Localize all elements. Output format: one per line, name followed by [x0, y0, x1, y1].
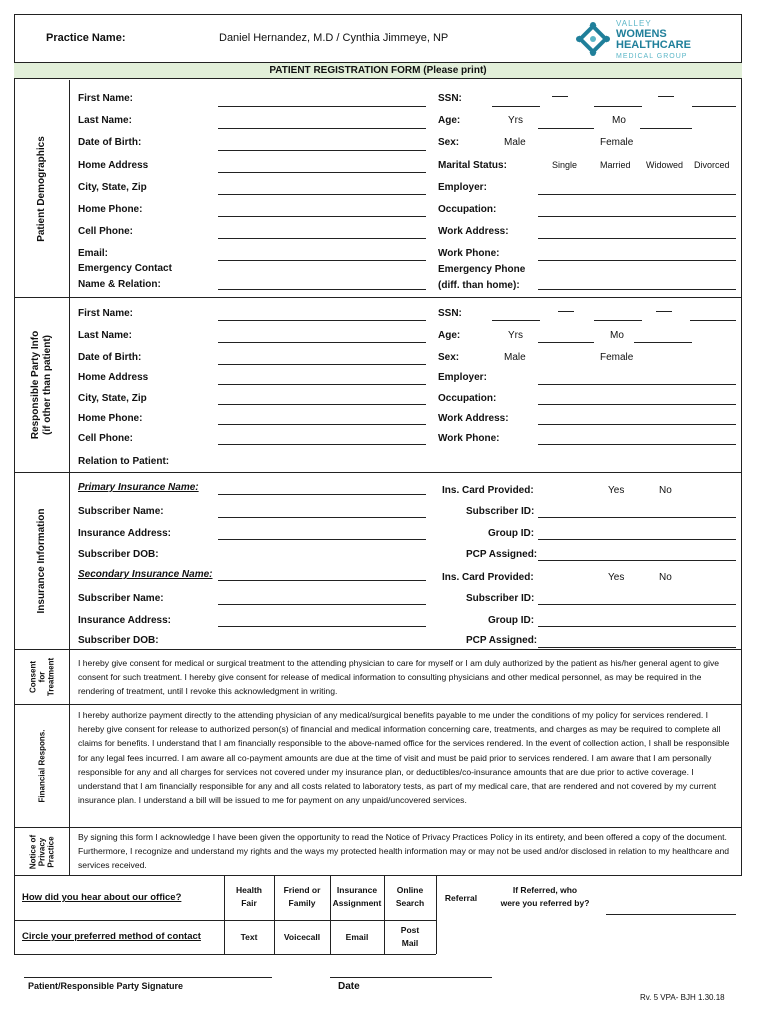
primary-subscriber-id-label: Subscriber ID:: [466, 506, 535, 517]
date-field[interactable]: [330, 977, 492, 978]
contact-voicecall-option[interactable]: Voicecall: [283, 932, 321, 942]
date-label: Date: [338, 981, 360, 992]
rp-dob-field[interactable]: [218, 364, 426, 365]
primary-insurance-field[interactable]: [218, 494, 426, 495]
sex-male-option[interactable]: Male: [504, 137, 526, 148]
consent-side: [14, 650, 70, 704]
hear-online-search-option[interactable]: Online Search: [395, 885, 425, 908]
secondary-subscriber-name-field[interactable]: [218, 604, 426, 605]
insurance-side-label: Insurance Information: [35, 508, 47, 614]
practice-name-value: Daniel Hernandez, M.D / Cynthia Jimmeye, NP: [219, 32, 449, 44]
privacy-side: [14, 828, 70, 876]
primary-group-id-field[interactable]: [538, 539, 736, 540]
primary-ins-card-label: Ins. Card Provided:: [442, 485, 534, 496]
first-name-label: First Name:: [78, 93, 134, 104]
diff-home-label: (diff. than home):: [438, 280, 520, 291]
rp-cell-phone-label: Cell Phone:: [78, 433, 134, 444]
hear-question: How did you hear about our office?: [22, 892, 182, 903]
ssn-part1-field[interactable]: [492, 106, 540, 107]
rp-home-address-label: Home Address: [78, 372, 149, 383]
work-address-label: Work Address:: [438, 226, 509, 237]
marital-single-option[interactable]: Single: [552, 160, 578, 170]
rp-first-name-label: First Name:: [78, 308, 134, 319]
secondary-insurance-field[interactable]: [218, 580, 426, 581]
dob-label: Date of Birth:: [78, 137, 142, 148]
marital-widowed-option[interactable]: Widowed: [646, 160, 684, 170]
rp-employer-label: Employer:: [438, 372, 487, 383]
hear-friend-family-option[interactable]: Friend or Family: [283, 885, 321, 908]
rp-city-state-zip-field[interactable]: [218, 404, 426, 405]
secondary-subscriber-dob-label: Subscriber DOB:: [78, 635, 159, 646]
rp-home-address-field[interactable]: [218, 384, 426, 385]
sex-female-option[interactable]: Female: [600, 137, 634, 148]
practice-name-label: Practice Name:: [46, 32, 126, 44]
rp-sex-male-option[interactable]: Male: [504, 352, 526, 363]
cell-phone-field[interactable]: [218, 238, 426, 239]
rp-age-yrs-field[interactable]: [538, 342, 594, 343]
rp-ssn-label: SSN:: [438, 308, 462, 319]
financial-text: I hereby authorize payment directly to the attending physician of any medical/surgical benefits payable to me under the conditions of my policy for services rendered. I hereby give consent for release to authorized person(s) of financial and medical information concerning care, treatments, and charges as may be required to complete all claims for benefits. I understand that I am financially responsible to the above-named office for the services rendered. In the event of collection action, I shall be responsible for any legal fees incurred. I am aware all co-payment amounts are due at the time of visit and must be paid prior to services rendered. I am aware that I am personally responsible for any and all charges for services not covered under my insurance plan, or deductibles/co-insurance amounts that are due prior to active coverage. I understand that I am financially responsible for any and all costs related to laboratory tests, as part of my medical care, that are rendered and not covered by my current insurance plan. I understand a bill will be issued to me for payment on any unpaid/uncovered services.: [78, 710, 730, 806]
primary-insurance-address-field[interactable]: [218, 539, 426, 540]
occupation-label: Occupation:: [438, 204, 497, 215]
signature-field[interactable]: [24, 977, 272, 978]
ssn-part3-field[interactable]: [692, 106, 736, 107]
rp-work-phone-label: Work Phone:: [438, 433, 500, 444]
secondary-insurance-address-field[interactable]: [218, 626, 426, 627]
insurance-side: [14, 473, 70, 649]
marital-married-option[interactable]: Married: [600, 160, 631, 170]
secondary-group-id-field[interactable]: [538, 626, 736, 627]
last-name-label: Last Name:: [78, 115, 132, 126]
hear-health-fair-option[interactable]: Health Fair: [236, 885, 262, 908]
consent-text: I hereby give consent for medical or surgical treatment to the attending physician to care for myself or I am duly authorized by the patient as his/her general agent to give consent for such treatment. I hereby give consent for release of medical information to consulting physicians and other medical personnel, as may be required in the rendering of treatment, until I revoke this acknowledgment in writing.: [78, 658, 720, 697]
home-address-field[interactable]: [218, 172, 426, 173]
rp-employer-field[interactable]: [538, 384, 736, 385]
rp-ssn-dash: [656, 311, 672, 312]
secondary-insurance-label: Secondary Insurance Name:: [78, 569, 213, 580]
marital-divorced-option[interactable]: Divorced: [694, 160, 730, 170]
secondary-subscriber-name-label: Subscriber Name:: [78, 593, 164, 604]
age-yrs-field[interactable]: [538, 128, 594, 129]
grid-border: [436, 876, 437, 954]
secondary-ins-card-yes[interactable]: Yes: [608, 572, 625, 583]
home-address-label: Home Address: [78, 160, 149, 171]
work-phone-field[interactable]: [538, 260, 736, 261]
financial-section: [14, 705, 742, 828]
rp-ssn-dash: [558, 311, 574, 312]
consent-section: [14, 650, 742, 705]
primary-pcp-field[interactable]: [538, 560, 736, 561]
signature-label: Patient/Responsible Party Signature: [28, 981, 184, 991]
email-label: Email:: [78, 248, 109, 259]
grid-border: [14, 876, 15, 954]
ssn-dash: [552, 96, 568, 97]
primary-group-id-label: Group ID:: [488, 528, 535, 539]
referred-by-field[interactable]: [606, 914, 736, 915]
form-title: PATIENT REGISTRATION FORM (Please print): [14, 62, 742, 79]
rp-age-mo-label: Mo: [610, 330, 624, 341]
age-mo-label: Mo: [612, 115, 626, 126]
primary-subscriber-id-field[interactable]: [538, 517, 736, 518]
ssn-label: SSN:: [438, 93, 462, 104]
rp-ssn-part3-field[interactable]: [690, 320, 736, 321]
work-phone-label: Work Phone:: [438, 248, 500, 259]
emergency-contact-label: Emergency Contact: [78, 263, 172, 274]
secondary-ins-card-no[interactable]: No: [659, 572, 672, 583]
secondary-pcp-label: PCP Assigned:: [466, 635, 538, 646]
contact-email-option[interactable]: Email: [345, 932, 369, 942]
hear-referral-option[interactable]: Referral: [444, 893, 478, 903]
secondary-subscriber-id-label: Subscriber ID:: [466, 593, 535, 604]
privacy-section: [14, 828, 742, 876]
first-name-field[interactable]: [218, 106, 426, 107]
age-label: Age:: [438, 115, 461, 126]
responsible-side-label: Responsible Party Info (if other than patient): [29, 330, 53, 440]
hear-insurance-assignment-option[interactable]: Insurance Assignment: [332, 885, 382, 908]
privacy-side-label: Notice of Privacy Practice: [28, 834, 55, 870]
rp-work-address-field[interactable]: [538, 424, 736, 425]
rp-ssn-part1-field[interactable]: [492, 320, 540, 321]
grid-divider: [14, 920, 224, 921]
secondary-pcp-field[interactable]: [538, 647, 736, 648]
financial-side-label: Financial Respons.: [37, 729, 46, 803]
financial-side: [14, 705, 70, 827]
home-phone-field[interactable]: [218, 216, 426, 217]
secondary-subscriber-id-field[interactable]: [538, 604, 736, 605]
rp-age-mo-field[interactable]: [634, 342, 692, 343]
form-header: [14, 14, 742, 64]
ssn-part2-field[interactable]: [594, 106, 642, 107]
rp-last-name-label: Last Name:: [78, 330, 132, 341]
if-referred-label: If Referred, who were you referred by?: [500, 885, 590, 908]
rp-ssn-part2-field[interactable]: [594, 320, 642, 321]
employer-label: Employer:: [438, 182, 487, 193]
rp-relation-label: Relation to Patient:: [78, 456, 170, 467]
rp-home-phone-field[interactable]: [218, 424, 426, 425]
primary-ins-card-no[interactable]: No: [659, 485, 672, 496]
emergency-phone-label: Emergency Phone: [438, 264, 526, 275]
logo-wordmark: VALLEY WOMENS HEALTHCARE MEDICAL GROUP: [616, 19, 691, 60]
rp-cell-phone-field[interactable]: [218, 444, 426, 445]
work-address-field[interactable]: [538, 238, 736, 239]
ssn-dash: [658, 96, 674, 97]
emergency-phone-field[interactable]: [538, 289, 736, 290]
secondary-insurance-address-label: Insurance Address:: [78, 615, 171, 626]
email-field[interactable]: [218, 260, 426, 261]
dob-field[interactable]: [218, 150, 426, 151]
rp-first-name-field[interactable]: [218, 320, 426, 321]
contact-grid: [14, 876, 742, 954]
city-state-zip-label: City, State, Zip: [78, 182, 147, 193]
name-relation-label: Name & Relation:: [78, 279, 161, 290]
rp-home-phone-label: Home Phone:: [78, 413, 143, 424]
revision-code: Rv. 5 VPA- BJH 1.30.18: [640, 993, 725, 1002]
contact-text-option[interactable]: Text: [240, 932, 258, 942]
last-name-field[interactable]: [218, 128, 426, 129]
logo-mark-icon: [574, 20, 612, 58]
responsible-party-section: [14, 298, 742, 473]
rp-sex-female-option[interactable]: Female: [600, 352, 634, 363]
primary-subscriber-name-label: Subscriber Name:: [78, 506, 164, 517]
age-mo-field[interactable]: [640, 128, 692, 129]
primary-insurance-address-label: Insurance Address:: [78, 528, 171, 539]
secondary-group-id-label: Group ID:: [488, 615, 535, 626]
sex-label: Sex:: [438, 137, 460, 148]
primary-ins-card-yes[interactable]: Yes: [608, 485, 625, 496]
privacy-text: By signing this form I acknowledge I have been given the opportunity to read the Notice of Privacy Practices Policy in its entirety, and been offered a copy of the document. Furthermore, I recognize and understand my rights and the ways my protected health information may or may not be used and/or disclosed in relation to my healthcare and services received.: [78, 832, 730, 871]
demographics-side-label: Patient Demographics: [35, 135, 47, 242]
cell-phone-label: Cell Phone:: [78, 226, 134, 237]
rp-age-label: Age:: [438, 330, 461, 341]
marital-status-label: Marital Status:: [438, 160, 507, 171]
rp-age-yrs-label: Yrs: [508, 330, 523, 341]
employer-field[interactable]: [538, 194, 736, 195]
demographics-section: [14, 80, 742, 298]
age-yrs-label: Yrs: [508, 115, 523, 126]
logo: [574, 18, 734, 60]
secondary-ins-card-label: Ins. Card Provided:: [442, 572, 534, 583]
rp-last-name-field[interactable]: [218, 342, 426, 343]
emergency-contact-field[interactable]: [218, 289, 426, 290]
primary-subscriber-name-field[interactable]: [218, 517, 426, 518]
contact-question: Circle your preferred method of contact: [22, 931, 201, 942]
rp-dob-label: Date of Birth:: [78, 352, 142, 363]
occupation-field[interactable]: [538, 216, 736, 217]
demographics-side: [14, 80, 70, 297]
contact-post-mail-option[interactable]: Post Mail: [400, 925, 420, 948]
responsible-side: [14, 298, 70, 472]
city-state-zip-field[interactable]: [218, 194, 426, 195]
rp-city-state-zip-label: City, State, Zip: [78, 393, 147, 404]
rp-occupation-field[interactable]: [538, 404, 736, 405]
rp-occupation-label: Occupation:: [438, 393, 497, 404]
insurance-section: [14, 473, 742, 650]
grid-border: [14, 954, 436, 955]
primary-insurance-label: Primary Insurance Name:: [78, 482, 199, 493]
consent-side-label: Consent for Treatment: [28, 657, 55, 697]
rp-sex-label: Sex:: [438, 352, 460, 363]
rp-work-phone-field[interactable]: [538, 444, 736, 445]
primary-pcp-label: PCP Assigned:: [466, 549, 538, 560]
primary-subscriber-dob-label: Subscriber DOB:: [78, 549, 159, 560]
home-phone-label: Home Phone:: [78, 204, 143, 215]
rp-work-address-label: Work Address:: [438, 413, 509, 424]
